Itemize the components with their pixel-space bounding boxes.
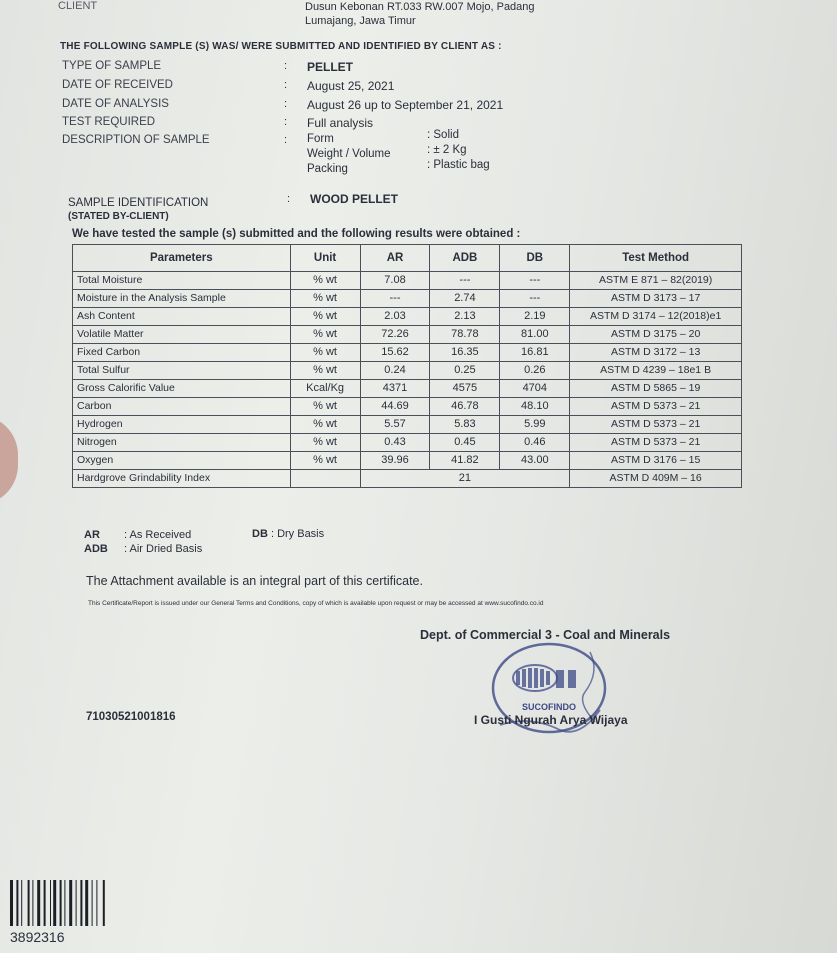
barcode-bar <box>80 880 82 926</box>
table-row <box>73 398 742 416</box>
test-label: TEST REQUIRED <box>62 116 156 128</box>
cell-unit: % wt <box>290 416 360 434</box>
table-row <box>73 308 742 326</box>
hgi-value: 21 <box>360 470 570 488</box>
cell-method: ASTM D 5373 – 21 <box>570 434 742 452</box>
form-value: : Solid <box>427 129 459 141</box>
client-label: CLIENT <box>58 0 98 12</box>
cell-unit: % wt <box>290 452 360 470</box>
legend-db <box>252 528 324 540</box>
legend-basis <box>84 528 202 556</box>
header-unit: Unit <box>290 245 360 272</box>
cell-param: Oxygen <box>73 452 291 470</box>
cell-ar: 0.24 <box>360 362 430 380</box>
cell-ar: 39.96 <box>360 452 430 470</box>
table-row <box>73 272 742 290</box>
client-address <box>305 0 625 28</box>
header-parameters: Parameters <box>73 245 291 272</box>
header-adb: ADB <box>430 245 500 272</box>
cell-db: 5.99 <box>500 416 570 434</box>
barcode-bar <box>85 880 88 926</box>
header-db: DB <box>500 245 570 272</box>
address-line-1: Dusun Kebonan RT.033 RW.007 Mojo, Padang <box>305 1 535 13</box>
address-line-2: Lumajang, Jawa Timur <box>305 15 416 27</box>
barcode-bar <box>50 880 51 926</box>
cell-adb: 46.78 <box>430 398 500 416</box>
table-row <box>73 380 742 398</box>
barcode-bar <box>60 880 62 926</box>
cell-method: ASTM D 5373 – 21 <box>570 416 742 434</box>
colon: : <box>284 60 288 72</box>
cell-method: ASTM E 871 – 82(2019) <box>570 272 742 290</box>
hgi-label: Hardgrove Grindability Index <box>73 470 291 488</box>
desc-label: DESCRIPTION OF SAMPLE <box>62 134 210 146</box>
barcode-bar <box>53 880 56 926</box>
desc-values <box>427 128 490 173</box>
cell-method: ASTM D 3176 – 15 <box>570 452 742 470</box>
desc-sublabels <box>307 132 391 177</box>
legend-db-value: : Dry Basis <box>270 528 325 540</box>
barcode-bar <box>10 880 13 926</box>
table-row <box>73 344 742 362</box>
test-value: Full analysis <box>307 116 374 130</box>
cell-method: ASTM D 3173 – 17 <box>570 290 742 308</box>
cell-db: --- <box>500 272 570 290</box>
cell-db: --- <box>500 290 570 308</box>
results-body <box>73 272 742 488</box>
barcode-bar <box>37 880 40 926</box>
results-table <box>72 244 742 488</box>
type-value: PELLET <box>307 60 354 74</box>
legend-ar-key: AR <box>84 529 100 541</box>
cell-unit: % wt <box>290 344 360 362</box>
cell-unit: % wt <box>290 362 360 380</box>
cell-db: 16.81 <box>500 344 570 362</box>
cell-ar: 15.62 <box>360 344 430 362</box>
cell-db: 0.46 <box>500 434 570 452</box>
cell-param: Nitrogen <box>73 434 291 452</box>
cell-adb: 2.13 <box>430 308 500 326</box>
table-row <box>73 452 742 470</box>
cell-method: ASTM D 3172 – 13 <box>570 344 742 362</box>
colon: : <box>284 134 288 146</box>
hgi-unit <box>290 470 360 488</box>
cell-method: ASTM D 4239 – 18e1 B <box>570 362 742 380</box>
cell-param: Total Sulfur <box>73 362 291 380</box>
cell-ar: 72.26 <box>360 326 430 344</box>
barcode-bar <box>96 880 97 926</box>
barcode-bar <box>92 880 93 926</box>
weight-value: : ± 2 Kg <box>427 144 467 156</box>
cell-adb: 0.25 <box>430 362 500 380</box>
colon: : <box>284 79 288 91</box>
cell-ar: 44.69 <box>360 398 430 416</box>
cell-unit: % wt <box>290 326 360 344</box>
form-label: Form <box>307 133 334 145</box>
barcode-bar <box>76 880 77 926</box>
barcode-bar <box>44 880 46 926</box>
received-label: DATE OF RECEIVED <box>62 79 173 91</box>
cell-unit: % wt <box>290 290 360 308</box>
barcode-bar <box>16 880 18 926</box>
packing-label: Packing <box>307 163 348 175</box>
cell-param: Carbon <box>73 398 291 416</box>
sample-identification <box>68 196 208 224</box>
barcode-number: 3892316 <box>10 929 65 945</box>
cell-adb: 16.35 <box>430 344 500 362</box>
finger-edge <box>0 415 18 505</box>
table-row <box>73 326 742 344</box>
barcode-bar <box>28 880 30 926</box>
cell-adb: --- <box>430 272 500 290</box>
cell-db: 0.26 <box>500 362 570 380</box>
legend-adb-key: ADB <box>84 543 108 555</box>
cell-param: Volatile Matter <box>73 326 291 344</box>
cell-adb: 0.45 <box>430 434 500 452</box>
header-ar: AR <box>360 245 430 272</box>
sample-id-sublabel: (STATED BY-CLIENT) <box>68 211 169 222</box>
cell-param: Fixed Carbon <box>73 344 291 362</box>
barcode-bar <box>32 880 33 926</box>
info-row-description <box>62 129 622 180</box>
table-row <box>73 362 742 380</box>
table-row <box>73 416 742 434</box>
cell-db: 43.00 <box>500 452 570 470</box>
cell-unit: % wt <box>290 272 360 290</box>
hgi-method: ASTM D 409M – 16 <box>570 470 742 488</box>
terms-note: This Certificate/Report is issued under our General Terms and Conditions, copy of which is available upon request or may be accessed at www.sucofindo.co.id <box>88 600 544 607</box>
cell-method: ASTM D 3175 – 20 <box>570 326 742 344</box>
certificate-number: 71030521001816 <box>86 711 176 723</box>
cell-adb: 4575 <box>430 380 500 398</box>
cell-unit: % wt <box>290 308 360 326</box>
cell-adb: 5.83 <box>430 416 500 434</box>
cell-param: Hydrogen <box>73 416 291 434</box>
department-name: Dept. of Commercial 3 - Coal and Minerals <box>420 628 671 642</box>
sample-info <box>62 62 622 180</box>
legend-ar-value: : As Received <box>124 529 192 541</box>
received-value: August 25, 2021 <box>307 79 395 93</box>
cell-param: Total Moisture <box>73 272 291 290</box>
barcode <box>10 880 128 926</box>
analysis-label: DATE OF ANALYSIS <box>62 98 169 110</box>
weight-label: Weight / Volume <box>307 148 391 160</box>
legend-db-key: DB <box>252 528 268 540</box>
cell-ar: 5.57 <box>360 416 430 434</box>
barcode-bar <box>64 880 65 926</box>
table-row <box>73 290 742 308</box>
info-row-type <box>62 60 622 78</box>
cell-db: 4704 <box>500 380 570 398</box>
sample-id-label: SAMPLE IDENTIFICATION <box>68 197 209 209</box>
barcode-bar <box>69 880 72 926</box>
cell-method: ASTM D 5373 – 21 <box>570 398 742 416</box>
cell-ar: 7.08 <box>360 272 430 290</box>
cell-db: 2.19 <box>500 308 570 326</box>
cell-param: Gross Calorific Value <box>73 380 291 398</box>
cell-unit: Kcal/Kg <box>290 380 360 398</box>
cell-param: Ash Content <box>73 308 291 326</box>
cell-ar: 2.03 <box>360 308 430 326</box>
cell-param: Moisture in the Analysis Sample <box>73 290 291 308</box>
cell-unit: % wt <box>290 434 360 452</box>
analysis-value: August 26 up to September 21, 2021 <box>307 98 504 112</box>
results-heading: We have tested the sample (s) submitted and the following results were obtained : <box>72 228 521 240</box>
barcode-bar <box>103 880 105 926</box>
info-row-received <box>62 79 622 97</box>
table-row-hgi <box>73 470 742 488</box>
cell-method: ASTM D 3174 – 12(2018)e1 <box>570 308 742 326</box>
header-test-method: Test Method <box>570 245 742 272</box>
cell-adb: 2.74 <box>430 290 500 308</box>
cell-adb: 78.78 <box>430 326 500 344</box>
barcode-bar <box>21 880 22 926</box>
cell-ar: 4371 <box>360 380 430 398</box>
sample-id-value: WOOD PELLET <box>310 192 398 206</box>
signer-name: I Gusti Ngurah Arya Wijaya <box>474 713 628 727</box>
legend-adb-value: : Air Dried Basis <box>124 543 203 555</box>
cell-unit: % wt <box>290 398 360 416</box>
colon: : <box>284 116 288 128</box>
packing-value: : Plastic bag <box>427 159 490 171</box>
cell-db: 48.10 <box>500 398 570 416</box>
attachment-note: The Attachment available is an integral part of this certificate. <box>86 574 423 588</box>
cell-method: ASTM D 5865 – 19 <box>570 380 742 398</box>
type-label: TYPE OF SAMPLE <box>62 60 162 72</box>
cell-adb: 41.82 <box>430 452 500 470</box>
info-row-analysis <box>62 98 622 116</box>
table-row <box>73 434 742 452</box>
cell-ar: --- <box>360 290 430 308</box>
submitted-heading: THE FOLLOWING SAMPLE (S) WAS/ WERE SUBMITTED AND IDENTIFIED BY CLIENT AS : <box>60 41 502 52</box>
cell-db: 81.00 <box>500 326 570 344</box>
table-header-row <box>73 245 742 272</box>
colon: : <box>287 193 291 205</box>
stamp-text: SUCOFINDO <box>522 702 576 712</box>
colon: : <box>284 98 288 110</box>
cell-ar: 0.43 <box>360 434 430 452</box>
